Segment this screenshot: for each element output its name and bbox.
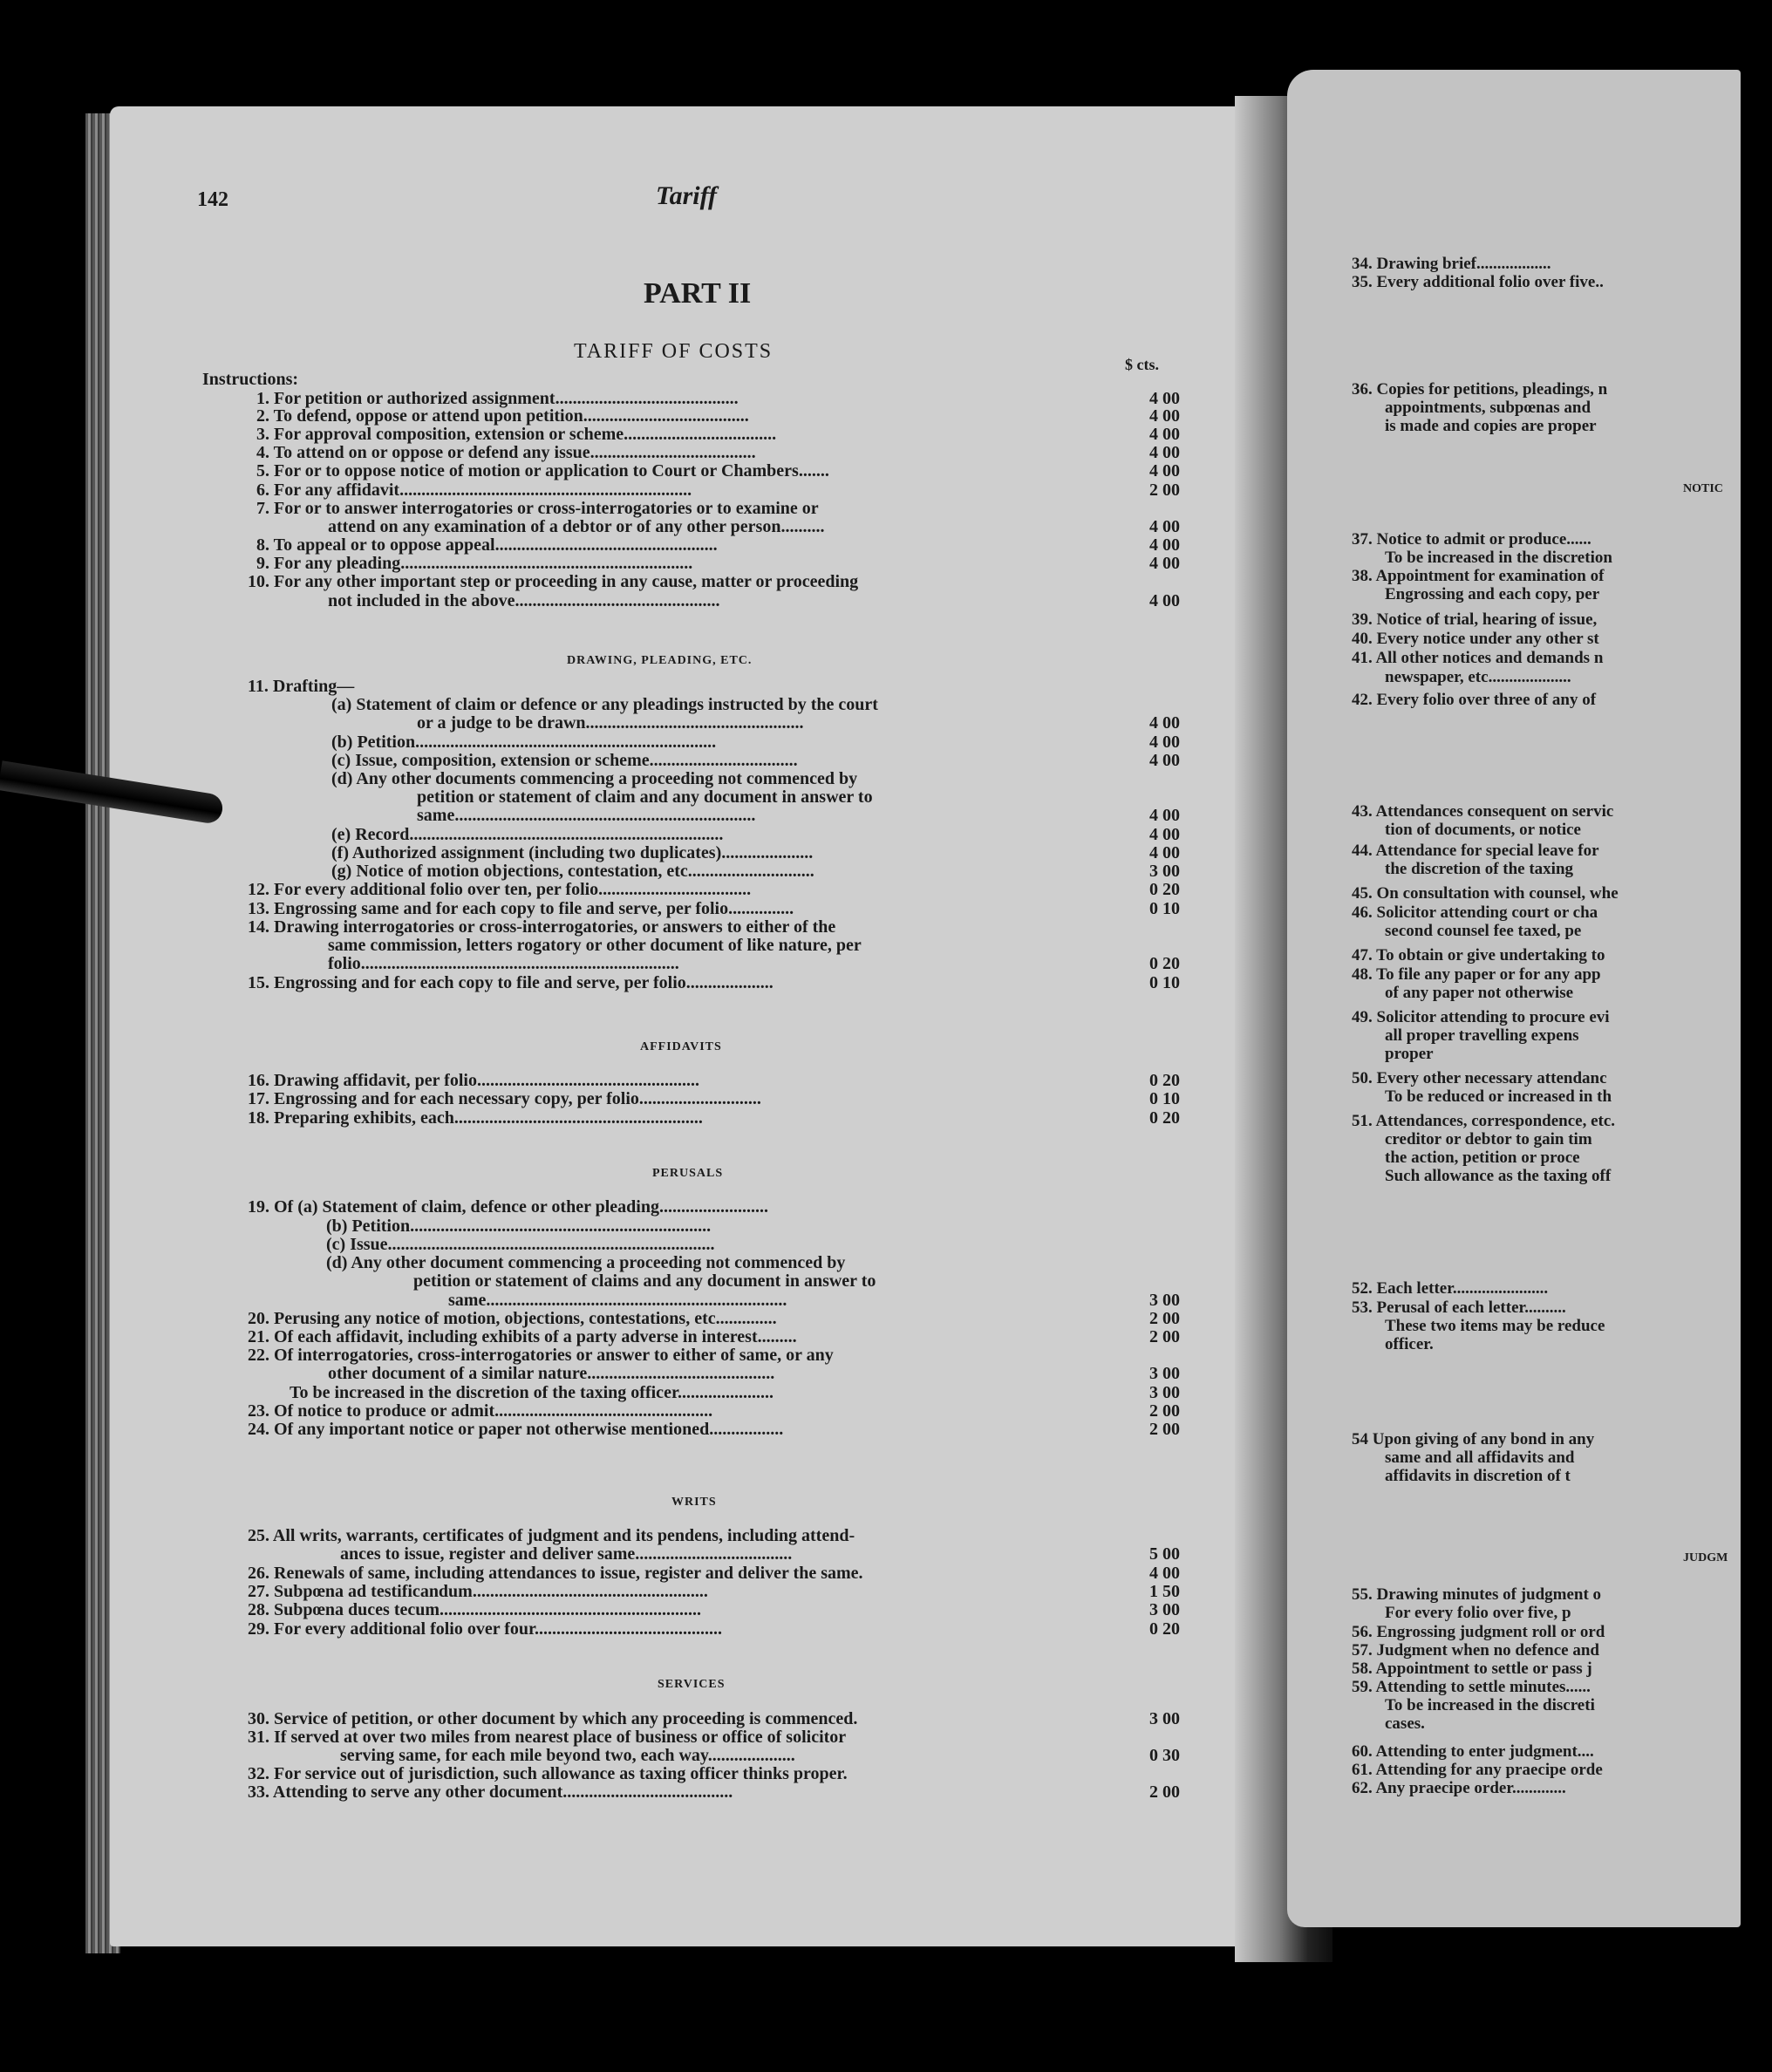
tariff-amount: 2 00 xyxy=(1149,1782,1180,1802)
tariff-amount: 0 30 xyxy=(1149,1746,1180,1765)
right-page-entry: 34. Drawing brief.................. xyxy=(1352,255,1551,273)
right-page-entry: second counsel fee taxed, pe xyxy=(1385,922,1582,940)
tariff-amount: 4 00 xyxy=(1149,461,1180,481)
right-page-entry: 45. On consultation with counsel, whe xyxy=(1352,884,1619,903)
tariff-amount: 4 00 xyxy=(1149,443,1180,462)
right-page-entry: affidavits in discretion of t xyxy=(1385,1467,1571,1485)
tariff-amount: 3 00 xyxy=(1149,1364,1180,1383)
tariff-entry: 27. Subpœna ad testificandum...................................................... xyxy=(248,1582,708,1601)
tariff-entry: 13. Engrossing same and for each copy to file and serve, per folio............... xyxy=(248,899,794,918)
right-page-entry: 47. To obtain or give undertaking to xyxy=(1352,946,1605,964)
right-page-entry: 54 Upon giving of any bond in any xyxy=(1352,1430,1595,1448)
tariff-entry: attend on any examination of a debtor or of any other person.......... xyxy=(328,517,825,536)
right-page-entry: the action, petition or proce xyxy=(1385,1148,1580,1167)
right-page-entry: To be increased in the discreti xyxy=(1385,1696,1595,1714)
right-page-entry: tion of documents, or notice xyxy=(1385,821,1581,839)
tariff-entry: (b) Petition..................................................................... xyxy=(326,1217,712,1236)
tariff-entry: same..................................................................... xyxy=(417,806,756,825)
tariff-amount: 4 00 xyxy=(1149,389,1180,408)
right-page-entry: These two items may be reduce xyxy=(1385,1317,1605,1335)
tariff-entry: 11. Drafting— xyxy=(248,677,355,696)
right-page-entry: 62. Any praecipe order............. xyxy=(1352,1779,1566,1797)
tariff-entry: (c) Issue........................................................................... xyxy=(326,1235,715,1254)
right-page-entry: 48. To file any paper or for any app xyxy=(1352,965,1601,984)
tariff-entry: 16. Drawing affidavit, per folio................................................... xyxy=(248,1071,699,1090)
tariff-entry: 12. For every additional folio over ten, per folio................................... xyxy=(248,880,752,899)
tariff-amount: 0 20 xyxy=(1149,1619,1180,1639)
right-page-entry: of any paper not otherwise xyxy=(1385,984,1574,1002)
tariff-amount: 1 50 xyxy=(1149,1582,1180,1601)
tariff-entry: 20. Perusing any notice of motion, objections, contestations, etc.............. xyxy=(248,1309,777,1328)
tariff-entry: (a) Statement of claim or defence or any pleadings instructed by the court xyxy=(331,695,878,714)
right-page-entry: 57. Judgment when no defence and xyxy=(1352,1641,1599,1660)
tariff-entry: 31. If served at over two miles from nearest place of business or office of solicitor xyxy=(248,1728,847,1747)
tariff-entry: (d) Any other documents commencing a proceeding not commenced by xyxy=(331,769,858,788)
tariff-entry: petition or statement of claims and any document in answer to xyxy=(413,1271,876,1291)
right-page-entry: 43. Attendances consequent on servic xyxy=(1352,802,1614,821)
tariff-entry: (d) Any other document commencing a proceeding not commenced by xyxy=(326,1253,846,1272)
tariff-entry: 30. Service of petition, or other document by which any proceeding is commenced. xyxy=(248,1709,858,1728)
tariff-amount: 3 00 xyxy=(1149,1383,1180,1402)
tariff-amount: 4 00 xyxy=(1149,554,1180,573)
right-page-entry: 49. Solicitor attending to procure evi xyxy=(1352,1008,1610,1026)
tariff-amount: 0 20 xyxy=(1149,954,1180,973)
right-page-entry: NOTIC xyxy=(1683,482,1723,495)
right-page-entry: For every folio over five, p xyxy=(1385,1604,1571,1622)
tariff-entry: (c) Issue, composition, extension or scheme.................................. xyxy=(331,751,798,770)
right-page-entry: cases. xyxy=(1385,1714,1425,1733)
tariff-amount: 4 00 xyxy=(1149,425,1180,444)
tariff-entry: 15. Engrossing and for each copy to file and serve, per folio.................... xyxy=(248,973,774,992)
right-page-entry: is made and copies are proper xyxy=(1385,417,1597,435)
tariff-amount: 2 00 xyxy=(1149,1420,1180,1439)
tariff-entry: (f) Authorized assignment (including two duplicates)..................... xyxy=(331,843,814,862)
right-page-entry: appointments, subpœnas and xyxy=(1385,399,1591,417)
right-page-entry: creditor or debtor to gain tim xyxy=(1385,1130,1592,1148)
right-page-entry: 36. Copies for petitions, pleadings, n xyxy=(1352,380,1608,399)
section-heading: WRITS xyxy=(671,1496,717,1509)
tariff-entry: 29. For every additional folio over four........................................... xyxy=(248,1619,723,1639)
tariff-amount: 0 10 xyxy=(1149,973,1180,992)
right-page-entry: newspaper, etc.................... xyxy=(1385,668,1571,686)
tariff-amount: 4 00 xyxy=(1149,825,1180,844)
tariff-entry: 32. For service out of jurisdiction, such allowance as taxing officer thinks proper. xyxy=(248,1764,848,1783)
right-page-entry: 42. Every folio over three of any of xyxy=(1352,691,1597,709)
tariff-entry: 28. Subpœna duces tecum............................................................ xyxy=(248,1600,702,1619)
tariff-entry: ances to issue, register and deliver same.................................... xyxy=(340,1544,793,1564)
right-page-entry: 60. Attending to enter judgment.... xyxy=(1352,1742,1594,1761)
right-page-entry: 35. Every additional folio over five.. xyxy=(1352,273,1604,291)
page-number: 142 xyxy=(197,188,228,211)
tariff-amount: 3 00 xyxy=(1149,1600,1180,1619)
tariff-entry: (b) Petition..................................................................... xyxy=(331,733,717,752)
right-page-entry: the discretion of the taxing xyxy=(1385,860,1574,878)
part-title: PART II xyxy=(644,277,752,310)
right-page-entry: 51. Attendances, correspondence, etc. xyxy=(1352,1112,1616,1130)
tariff-entry: 25. All writs, warrants, certificates of judgment and its pendens, including attend- xyxy=(248,1526,855,1545)
tariff-amount: 4 00 xyxy=(1149,591,1180,610)
tariff-amount: 3 00 xyxy=(1149,1291,1180,1310)
tariff-entry: 24. Of any important notice or paper not otherwise mentioned................. xyxy=(248,1420,784,1439)
tariff-amount: 4 00 xyxy=(1149,751,1180,770)
right-page-entry: To be reduced or increased in th xyxy=(1385,1087,1612,1106)
right-page-entry: all proper travelling expens xyxy=(1385,1026,1579,1045)
tariff-amount: 4 00 xyxy=(1149,806,1180,825)
section-heading: DRAWING, PLEADING, ETC. xyxy=(567,654,753,667)
tariff-entry: 26. Renewals of same, including attendances to issue, register and deliver the same. xyxy=(248,1564,863,1583)
currency-header: $ cts. xyxy=(1125,356,1159,373)
right-page-entry: proper xyxy=(1385,1045,1434,1063)
right-page-entry: 58. Appointment to settle or pass j xyxy=(1352,1660,1592,1678)
tariff-entry: 19. Of (a) Statement of claim, defence or other pleading......................... xyxy=(248,1197,768,1217)
tariff-entry: 10. For any other important step or proceeding in any cause, matter or proceeding xyxy=(248,572,859,591)
tariff-entry: 6. For any affidavit................................................................... xyxy=(256,481,692,500)
tariff-entry: 2. To defend, oppose or attend upon petition...................................... xyxy=(256,406,749,426)
tariff-entry: not included in the above............................................... xyxy=(328,591,720,610)
tariff-entry: folio......................................................................... xyxy=(328,954,679,973)
right-page-entry: 59. Attending to settle minutes...... xyxy=(1352,1678,1591,1696)
tariff-entry: or a judge to be drawn.................................................. xyxy=(417,713,804,733)
tariff-amount: 4 00 xyxy=(1149,843,1180,862)
right-page-entry: 52. Each letter....................... xyxy=(1352,1279,1549,1298)
right-page-entry: 61. Attending for any praecipe orde xyxy=(1352,1761,1603,1779)
tariff-entry: Instructions: xyxy=(202,370,299,389)
tariff-amount: 4 00 xyxy=(1149,1564,1180,1583)
tariff-amount: 3 00 xyxy=(1149,1709,1180,1728)
right-page-entry: officer. xyxy=(1385,1335,1434,1353)
tariff-entry: 33. Attending to serve any other document....................................... xyxy=(248,1782,733,1802)
tariff-entry: 1. For petition or authorized assignment.......................................... xyxy=(256,389,739,408)
tariff-entry: 7. For or to answer interrogatories or cross-interrogatories or to examine or xyxy=(256,499,819,518)
section-heading: AFFIDAVITS xyxy=(640,1040,722,1053)
tariff-entry: 17. Engrossing and for each necessary copy, per folio............................ xyxy=(248,1089,761,1108)
section-heading: SERVICES xyxy=(658,1678,726,1691)
right-page-entry: Such allowance as the taxing off xyxy=(1385,1167,1612,1185)
tariff-amount: 4 00 xyxy=(1149,713,1180,733)
right-page-entry: 44. Attendance for special leave for xyxy=(1352,842,1599,860)
tariff-amount: 0 20 xyxy=(1149,1071,1180,1090)
right-page-entry: JUDGM xyxy=(1683,1551,1728,1564)
tariff-amount: 3 00 xyxy=(1149,862,1180,881)
tariff-entry: (e) Record........................................................................ xyxy=(331,825,724,844)
right-page-entry: 40. Every notice under any other st xyxy=(1352,630,1599,648)
right-page-entry: 41. All other notices and demands n xyxy=(1352,649,1604,667)
tariff-entry: other document of a similar nature........................................... xyxy=(328,1364,775,1383)
tariff-entry: 14. Drawing interrogatories or cross-interrogatories, or answers to either of the xyxy=(248,917,836,937)
tariff-entry: same commission, letters rogatory or other document of like nature, per xyxy=(328,936,862,955)
tariff-entry: 5. For or to oppose notice of motion or application to Court or Chambers....... xyxy=(256,461,829,481)
tariff-entry: 8. To appeal or to oppose appeal................................................... xyxy=(256,535,718,555)
section-heading: PERUSALS xyxy=(652,1167,724,1180)
tariff-entry: same..................................................................... xyxy=(448,1291,787,1310)
tariff-amount: 0 10 xyxy=(1149,899,1180,918)
tariff-amount: 2 00 xyxy=(1149,1309,1180,1328)
right-page-entry: same and all affidavits and xyxy=(1385,1448,1575,1467)
right-page-entry: 46. Solicitor attending court or cha xyxy=(1352,903,1598,922)
right-page-entry: 37. Notice to admit or produce...... xyxy=(1352,530,1591,549)
right-page-entry: 38. Appointment for examination of xyxy=(1352,567,1605,585)
tariff-entry: 4. To attend on or oppose or defend any issue...................................... xyxy=(256,443,756,462)
running-title: Tariff xyxy=(656,181,718,210)
right-page-entry: To be increased in the discretion xyxy=(1385,549,1612,567)
tariff-amount: 4 00 xyxy=(1149,517,1180,536)
tariff-entry: 21. Of each affidavit, including exhibits of a party adverse in interest......... xyxy=(248,1327,797,1346)
tariff-amount: 0 10 xyxy=(1149,1089,1180,1108)
tariff-entry: 3. For approval composition, extension or scheme................................... xyxy=(256,425,777,444)
tariff-amount: 2 00 xyxy=(1149,1327,1180,1346)
right-page-entry: 50. Every other necessary attendanc xyxy=(1352,1069,1607,1087)
tariff-entry: serving same, for each mile beyond two, each way.................... xyxy=(340,1746,795,1765)
right-page-entry: 39. Notice of trial, hearing of issue, xyxy=(1352,610,1598,629)
right-page-entry: 53. Perusal of each letter.......... xyxy=(1352,1298,1566,1317)
tariff-entry: 22. Of interrogatories, cross-interrogatories or answer to either of same, or any xyxy=(248,1346,834,1365)
tariff-entry: 23. Of notice to produce or admit.................................................. xyxy=(248,1401,713,1421)
tariff-entry: 18. Preparing exhibits, each......................................................... xyxy=(248,1108,703,1128)
tariff-amount: 4 00 xyxy=(1149,406,1180,426)
tariff-title: TARIFF OF COSTS xyxy=(574,340,774,363)
tariff-amount: 5 00 xyxy=(1149,1544,1180,1564)
tariff-amount: 2 00 xyxy=(1149,481,1180,500)
tariff-entry: To be increased in the discretion of the taxing officer...................... xyxy=(290,1383,774,1402)
right-page-entry: Engrossing and each copy, per xyxy=(1385,585,1600,603)
tariff-amount: 2 00 xyxy=(1149,1401,1180,1421)
tariff-entry: petition or statement of claim and any document in answer to xyxy=(417,787,873,807)
tariff-amount: 0 20 xyxy=(1149,1108,1180,1128)
tariff-amount: 0 20 xyxy=(1149,880,1180,899)
tariff-amount: 4 00 xyxy=(1149,733,1180,752)
tariff-amount: 4 00 xyxy=(1149,535,1180,555)
right-page-entry: 55. Drawing minutes of judgment o xyxy=(1352,1585,1602,1604)
tariff-entry: 9. For any pleading................................................................... xyxy=(256,554,693,573)
tariff-entry: (g) Notice of motion objections, contestation, etc............................. xyxy=(331,862,814,881)
right-page-entry: 56. Engrossing judgment roll or ord xyxy=(1352,1623,1605,1641)
